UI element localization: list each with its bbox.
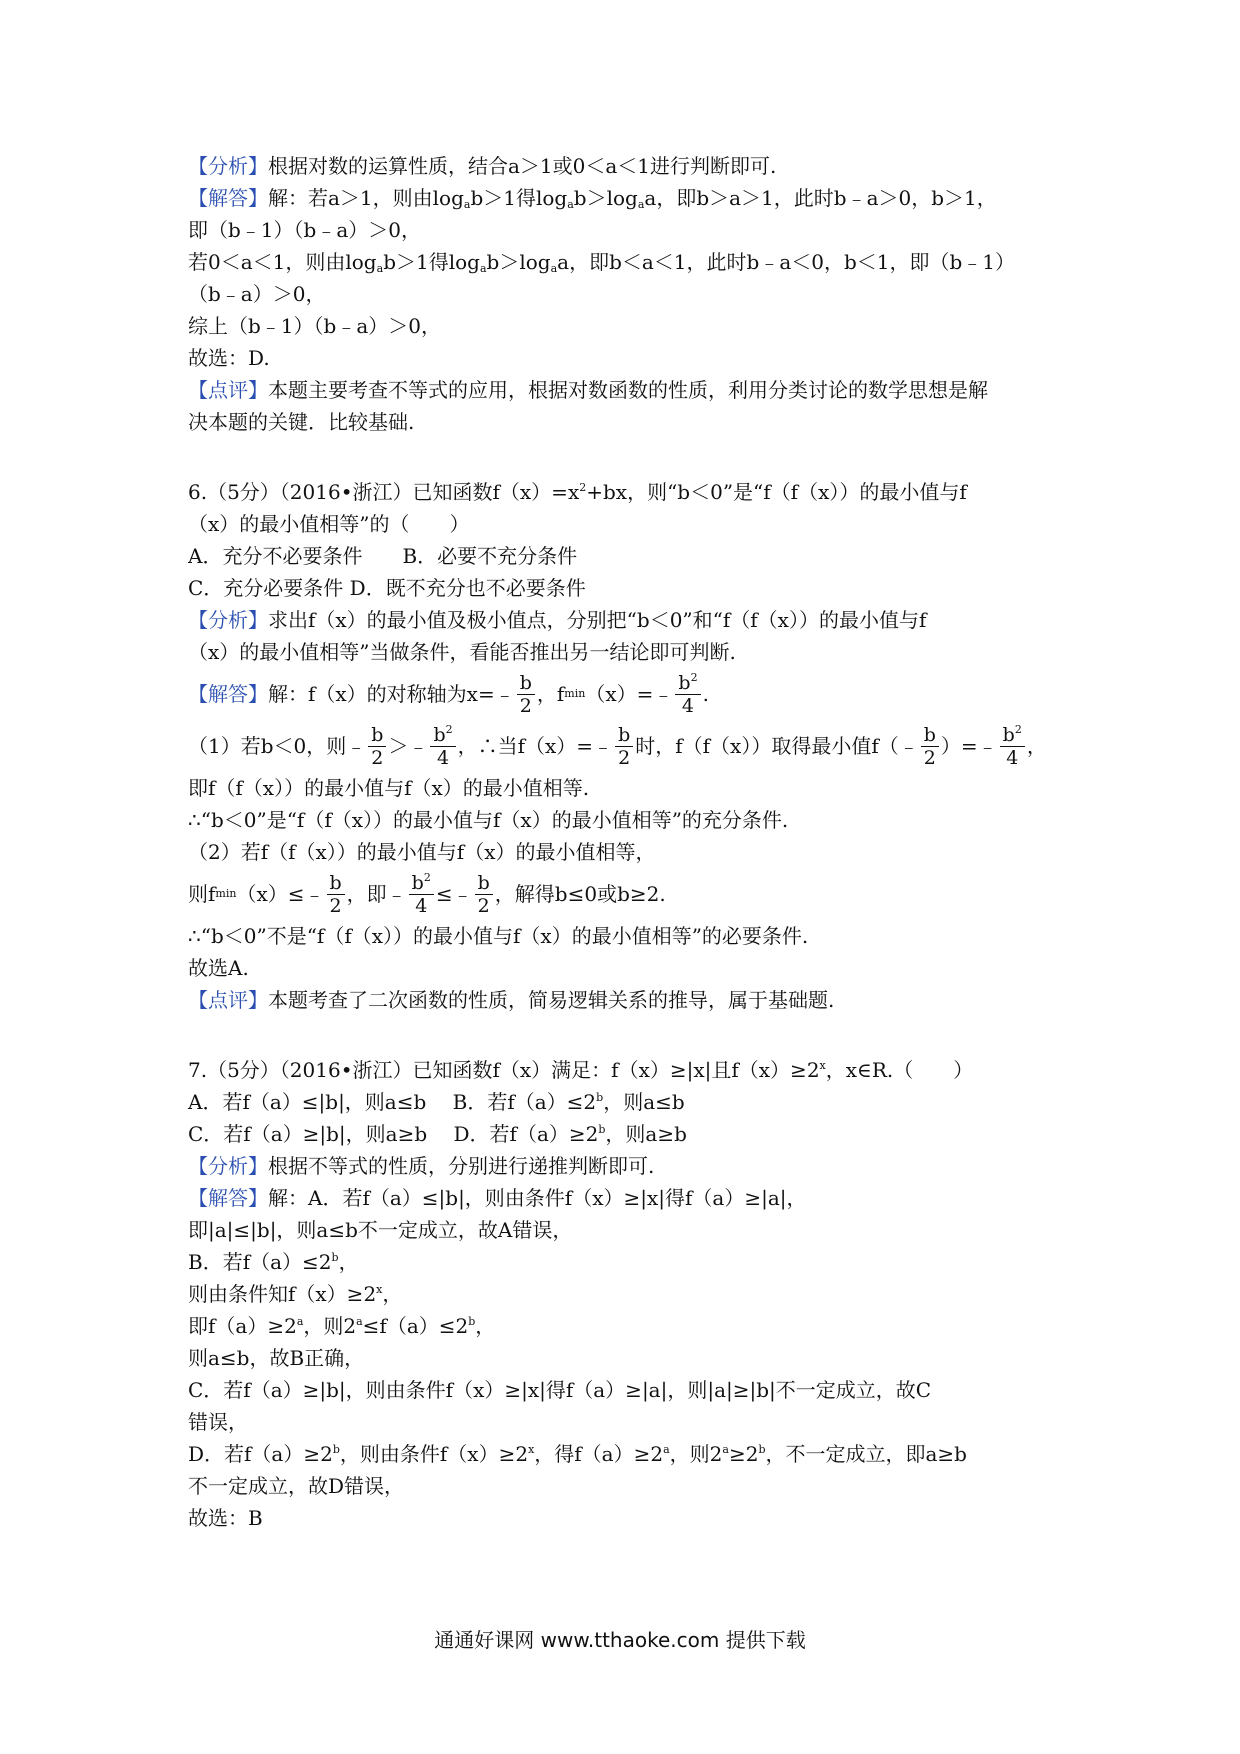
q5-solution-line-6: 故选：D. — [188, 346, 270, 370]
q6-solution-line-8: 故选A. — [188, 956, 249, 980]
q6-solution-line-1: 【解答】 解：f（x）的对称轴为x=﹣ $\frac{b}{2}$ ，f min （x）=﹣ $\frac{b^2}{4}$ . — [188, 670, 709, 717]
fraction: $\frac{b}{2}$ — [475, 872, 493, 917]
solution-tag: 【解答】 — [188, 1186, 268, 1210]
solution-tag: 【解答】 — [188, 682, 268, 706]
fraction: $\frac{b^2}{4}$ — [430, 724, 455, 769]
q5-solution-line-5: 综上（b﹣1）（b﹣a）＞0， — [188, 314, 441, 338]
q7-analysis-line: 【分析】根据不等式的性质，分别进行递推判断即可. — [188, 1154, 655, 1178]
fraction: $\frac{b^2}{4}$ — [409, 872, 434, 917]
q7-solution-line-8: 错误， — [188, 1410, 248, 1434]
fraction: $\frac{b}{2}$ — [368, 724, 386, 769]
q6-solution-line-6: 则f min （x）≤﹣ $\frac{b}{2}$ ，即﹣ $\frac{b^2}{4}$ ≤﹣ $\frac{b}{2}$ ，解得b≤0或b≥2. — [188, 870, 666, 917]
q6-stem-line-1: 6.（5分）（2016•浙江）已知函数$f(x)=x^2+bx$，则“b＜0”是“f（f（x））的最小值与f — [188, 480, 967, 504]
fraction: $\frac{b}{2}$ — [517, 672, 535, 717]
analysis-tag: 【分析】 — [188, 1154, 268, 1178]
q5-solution-line-1: 【解答】解：若a＞1，则由$\log_ab>1$得$\log_ab>\log_aa$，即b＞a＞1，此时b﹣a＞0，b＞1， — [188, 186, 997, 211]
q7-solution-line-1: 【解答】解：A．若f（a）≤|b|，则由条件f（x）≥|x|得f（a）≥|a|， — [188, 1186, 807, 1210]
q7-stem-line: 7.（5分）（2016•浙江）已知函数f（x）满足：f（x）≥|x|且$f(x)\ge 2^x$，x∈R.（ ） — [188, 1058, 974, 1082]
page-footer: 通通好课网 www.tthaoke.com 提供下载 — [434, 1628, 806, 1652]
analysis-tag: 【分析】 — [188, 154, 268, 178]
q5-comment-line-2: 决本题的关键．比较基础. — [188, 410, 415, 434]
spacer — [188, 438, 1068, 476]
q6-options-cd: C．充分必要条件 D．既不充分也不必要条件 — [188, 576, 586, 600]
q6-analysis-line-1: 【分析】求出f（x）的最小值及极小值点，分别把“b＜0”和“f（f（x））的最小值与f — [188, 608, 927, 632]
q6-stem-line-2: （x）的最小值相等”的（ ） — [188, 512, 470, 536]
q6-comment-line: 【点评】本题考查了二次函数的性质，简易逻辑关系的推导，属于基础题. — [188, 988, 835, 1012]
q7-solution-line-9: D．若$f(a)\ge 2^b$，则由条件$f(x)\ge 2^x$，得$f(a)\ge 2^a$，则$2^a\ge 2^b$，不一定成立，即a≥b — [188, 1442, 967, 1466]
comment-tag: 【点评】 — [188, 988, 268, 1012]
q7-solution-line-5: 即$f(a)\ge 2^a$，则$2^a\le f(a)\le 2^b$， — [188, 1314, 496, 1338]
fraction: $\frac{b}{2}$ — [327, 872, 345, 917]
q5-solution-line-3: 若0＜a＜1，则由$\log_ab>1$得$\log_ab>\log_aa$，即b＜a＜1，此时b﹣a＜0，b＜1，即（b﹣1） — [188, 250, 1016, 275]
analysis-tag: 【分析】 — [188, 608, 268, 632]
solution-tag: 【解答】 — [188, 186, 268, 210]
q7-solution-line-7: C．若f（a）≥|b|，则由条件f（x）≥|x|得f（a）≥|a|，则|a|≥|b|不一定成立，故C — [188, 1378, 932, 1402]
fraction: $\frac{b}{2}$ — [921, 724, 939, 769]
q7-solution-line-10: 不一定成立，故D错误， — [188, 1474, 405, 1498]
q7-solution-line-3: B．若$f(a)\le 2^b$， — [188, 1250, 359, 1274]
comment-tag: 【点评】 — [188, 378, 268, 402]
q7-solution-line-4: 则由条件知$f(x)\ge 2^x$， — [188, 1282, 403, 1306]
q6-solution-line-5: （2）若f（f（x））的最小值与f（x）的最小值相等， — [188, 840, 656, 864]
q5-solution-line-2: 即（b﹣1）（b﹣a）＞0， — [188, 218, 421, 242]
spacer — [188, 1016, 1068, 1054]
q6-solution-line-7: ∴“b＜0”不是“f（f（x））的最小值与f（x）的最小值相等”的必要条件. — [188, 924, 809, 948]
q5-analysis-line — [188, 150, 1068, 182]
q7-solution-line-6: 则a≤b，故B正确， — [188, 1346, 365, 1370]
q5-comment-line-1: 【点评】本题主要考查不等式的应用，根据对数函数的性质，利用分类讨论的数学思想是解 — [188, 378, 988, 402]
q6-analysis-line-2: （x）的最小值相等”当做条件，看能否推出另一结论即可判断. — [188, 640, 736, 664]
fraction: $\frac{b^2}{4}$ — [675, 672, 700, 717]
q6-solution-line-2: （1）若b＜0，则﹣ $\frac{b}{2}$ ＞﹣ $\frac{b^2}{4}$ ，∴当f（x）=﹣ $\frac{b}{2}$ 时，f（f（x））取得最小值f（﹣ $\frac{b}{2}$ ）=﹣ $\frac{b^2}{4}$ ， — [188, 722, 1047, 769]
q7-solution-line-2: 即|a|≤|b|，则a≤b不一定成立，故A错误， — [188, 1218, 573, 1242]
fraction: $\frac{b^2}{4}$ — [1000, 724, 1025, 769]
q7-options-ab: A．若f（a）≤|b|，则a≤b B．若$f(a)\le 2^b$，则a≤b — [188, 1090, 685, 1114]
q7-options-cd: C．若f（a）≥|b|，则a≥b D．若$f(a)\ge 2^b$，则a≥b — [188, 1122, 687, 1146]
q6-solution-line-4: ∴“b＜0”是“f（f（x））的最小值与f（x）的最小值相等”的充分条件. — [188, 808, 789, 832]
q6-options-ab: A．充分不必要条件 B．必要不充分条件 — [188, 544, 578, 568]
q5-analysis: 根据对数的运算性质，结合a＞1或0＜a＜1进行判断即可. — [268, 154, 777, 178]
q5-solution-line-4: （b﹣a）＞0， — [188, 282, 326, 306]
q6-solution-line-3: 即f（f（x））的最小值与f（x）的最小值相等. — [188, 776, 590, 800]
fraction: $\frac{b}{2}$ — [615, 724, 633, 769]
document-body — [188, 150, 1068, 1534]
q7-solution-line-11: 故选：B — [188, 1506, 263, 1530]
